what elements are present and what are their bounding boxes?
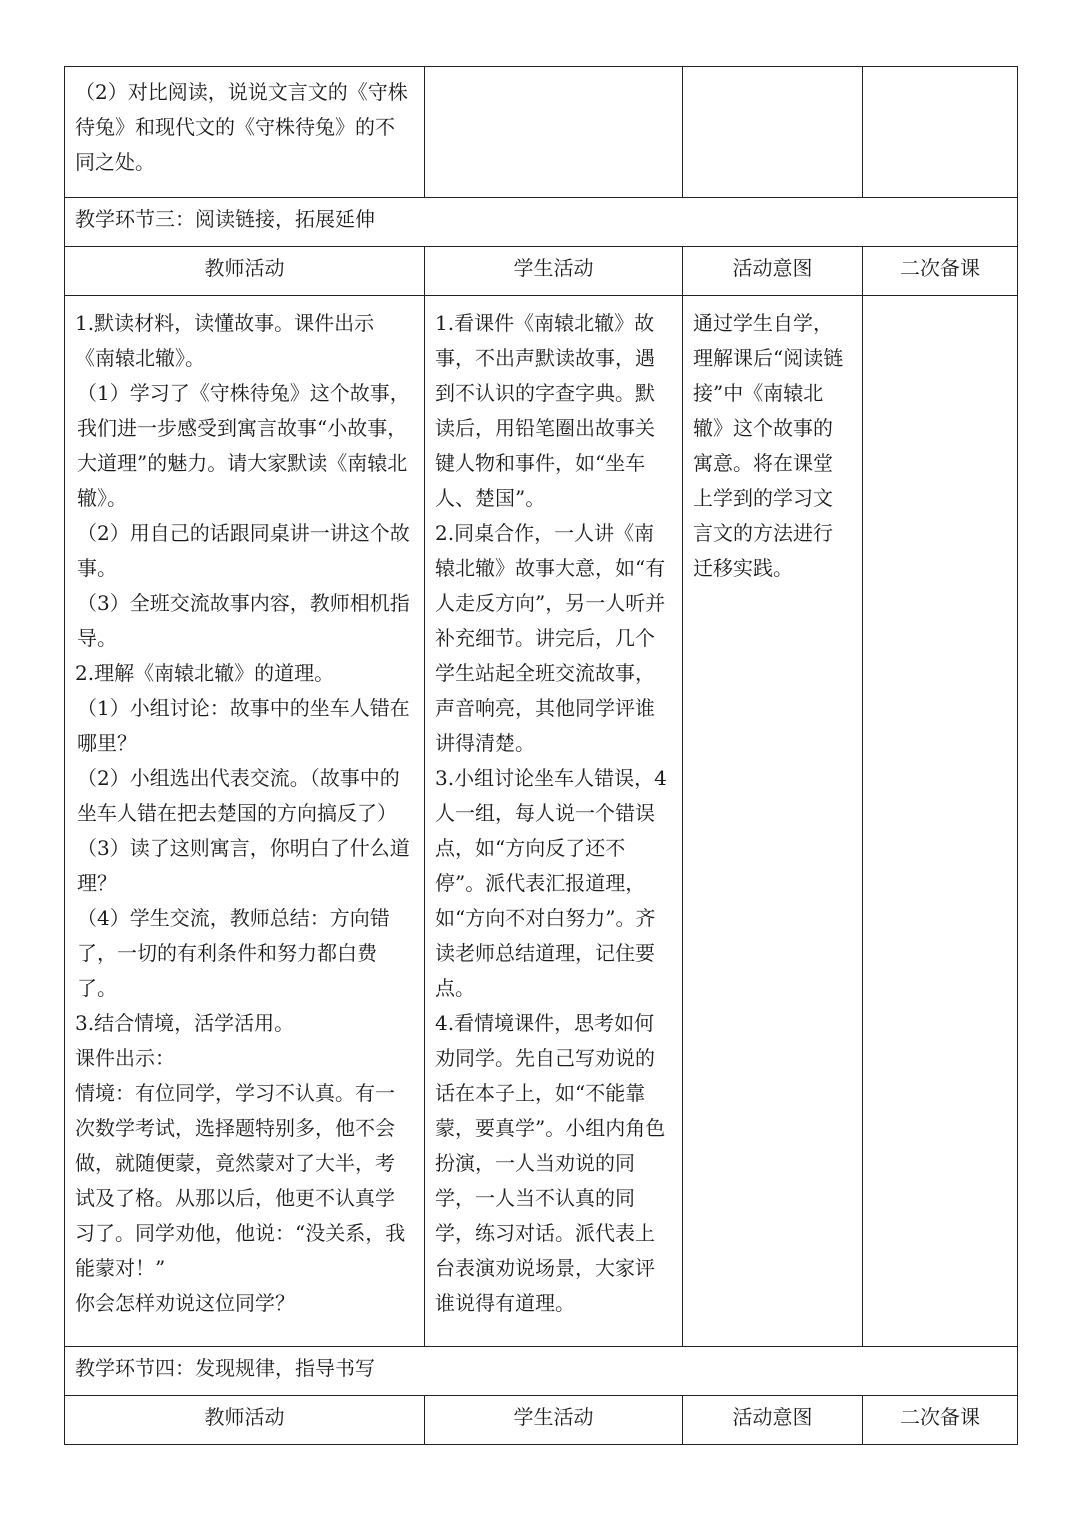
header-teacher-activity: 教师活动: [65, 1396, 425, 1445]
teacher-step: （2）小组选出代表交流。（故事中的坐车人错在把去楚国的方向搞反了）: [77, 766, 400, 825]
section3-second-prep-cell: [863, 296, 1018, 1347]
teacher-step: （4）学生交流，教师总结：方向错了，一切的有利条件和努力都白费了。: [77, 906, 390, 1000]
section3-header-row: [65, 247, 1018, 296]
teacher-step: 1.默读材料，读懂故事。课件出示《南辕北辙》。: [75, 311, 375, 370]
top-row: [65, 67, 1018, 198]
section3-intent-cell: [683, 296, 863, 1347]
top-row-student-cell: [425, 67, 683, 198]
teacher-step: （3）读了这则寓言，你明白了什么道理？: [77, 836, 410, 895]
student-step: 1.看课件《南辕北辙》故事，不出声默读故事，遇到不认识的字查字典。默读后，用铅笔圈出故事关键人物和事件，如“坐车人、楚国”。: [435, 311, 655, 510]
header-student-activity: 学生活动: [425, 247, 683, 296]
header-second-prep: 二次备课: [863, 247, 1018, 296]
teacher-step: 课件出示：: [75, 1046, 175, 1070]
section3-content-row: [65, 296, 1018, 1347]
student-step: 3.小组讨论坐车人错误，4 人一组，每人说一个错误点，如“方向反了还不停”。派代表汇报道理，如“方向不对白努力”。齐读老师总结道理，记住要点。: [435, 766, 667, 1000]
section3-title-row: [65, 198, 1018, 247]
top-row-teacher-text: （2）对比阅读，说说文言文的《守株待兔》和现代文的《守株待兔》的不同之处。: [75, 80, 408, 174]
header-second-prep: 二次备课: [863, 1396, 1018, 1445]
section4-title-row: [65, 1347, 1018, 1396]
teacher-step: 你会怎样劝说这位同学？: [75, 1291, 295, 1315]
teacher-step: （2）用自己的话跟同桌讲一讲这个故事。: [77, 521, 410, 580]
teacher-step: 情境：有位同学，学习不认真。有一次数学考试，选择题特别多，他不会做，就随便蒙，竟然蒙对了大半，考试及了格。从那以后，他更不认真学习了。同学劝他，他说：“没关系，我能蒙对！”: [75, 1081, 406, 1280]
section3-title: 教学环节三：阅读链接，拓展延伸: [65, 198, 1018, 247]
teacher-step: 3.结合情境，活学活用。: [75, 1011, 295, 1035]
header-student-activity: 学生活动: [425, 1396, 683, 1445]
header-activity-intent: 活动意图: [683, 1396, 863, 1445]
teacher-step: （3）全班交流故事内容，教师相机指导。: [77, 591, 410, 650]
student-step: 2.同桌合作，一人讲《南辕北辙》故事大意，如“有人走反方向”，另一人听并补充细节。讲完后，几个学生站起全班交流故事，声音响亮，其他同学评谁讲得清楚。: [435, 521, 666, 755]
header-teacher-activity: 教师活动: [65, 247, 425, 296]
teacher-step: （1）学习了《守株待兔》这个故事，我们进一步感受到寓言故事“小故事，大道理”的魅力。请大家默读《南辕北辙》。: [77, 381, 410, 510]
teacher-step: （1）小组讨论：故事中的坐车人错在哪里？: [77, 696, 410, 755]
header-activity-intent: 活动意图: [683, 247, 863, 296]
activity-intent-text: 通过学生自学，理解课后“阅读链接”中《南辕北辙》这个故事的寓意。将在课堂上学到的学习文言文的方法进行迁移实践。: [693, 311, 844, 580]
section4-title: 教学环节四：发现规律，指导书写: [65, 1347, 1018, 1396]
top-row-intent-cell: [683, 67, 863, 198]
student-step: 4.看情境课件，思考如何劝同学。先自己写劝说的话在本子上，如“不能靠蒙，要真学”。小组内角色扮演，一人当劝说的同学，一人当不认真的同学，练习对话。派代表上台表演劝说场景，大家评谁说得有道理。: [435, 1011, 666, 1315]
top-row-teacher-cell: [65, 67, 425, 198]
lesson-plan-table: [64, 66, 1018, 1445]
teacher-step: 2.理解《南辕北辙》的道理。: [75, 661, 335, 685]
top-row-second-prep-cell: [863, 67, 1018, 198]
section4-header-row: [65, 1396, 1018, 1445]
section3-student-cell: [425, 296, 683, 1347]
section3-teacher-cell: [65, 296, 425, 1347]
